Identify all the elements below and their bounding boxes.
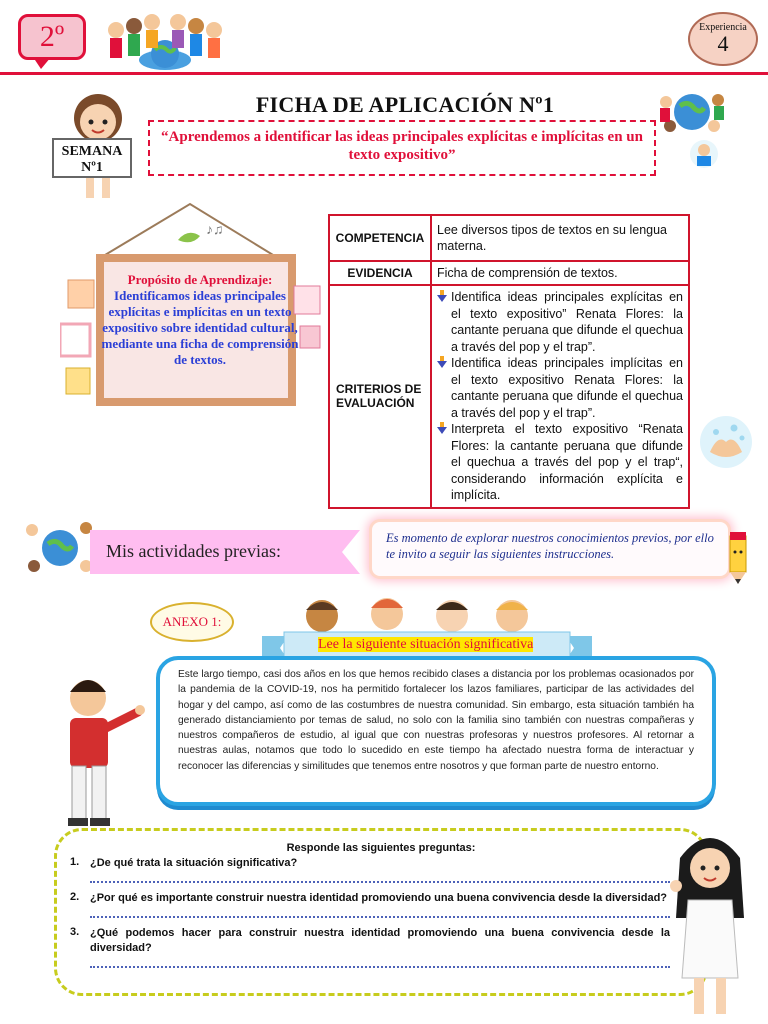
instructions-note: Es momento de explorar nuestros conocimientos previos, por ello te invito a seguir las siguientes instrucciones.: [372, 522, 728, 576]
purpose-text: Identificamos ideas principales explícitas e implícitas en un texto expositivo sobre identidad cultural, mediante una ficha de comprensión de textos.: [101, 288, 299, 367]
week-label: SEMANA: [61, 144, 123, 159]
question-text: ¿De qué trata la situación significativa?: [90, 857, 298, 869]
questions-heading: Responde las siguientes preguntas:: [286, 842, 476, 854]
list-item: [437, 355, 683, 421]
table-row: [329, 285, 689, 508]
week-number: Nº1: [81, 160, 103, 175]
criterion-text: Identifica ideas principales implícitas en el texto expositivo Renata Flores: la cantante peruana que difunde el quechua a través del pop y el trap”.: [451, 356, 683, 420]
question-number: 3.: [70, 926, 80, 938]
arrow-bullet-icon: [437, 356, 447, 368]
answer-line[interactable]: [90, 871, 670, 883]
question-item: [70, 926, 670, 956]
arrow-bullet-icon: [437, 422, 447, 434]
activities-title: Mis actividades previas:: [106, 541, 281, 561]
learning-purpose: [100, 272, 300, 368]
anexo-badge: ANEXO 1:: [150, 602, 234, 642]
question-text: ¿Por qué es importante construir nuestra identidad promoviendo una buena convivencia desde la diversidad?: [90, 892, 668, 904]
question-number: 1.: [70, 856, 80, 868]
question-number: 2.: [70, 891, 80, 903]
globe-kids-icon: [652, 82, 738, 172]
criteria-list: [437, 289, 683, 504]
experience-number: 4: [717, 31, 729, 56]
kids-illustration: [100, 8, 230, 70]
instruction-text: Lee la siguiente situación significativa: [318, 637, 534, 652]
question-item: [70, 856, 670, 871]
header-divider: [0, 72, 768, 75]
evidencia-label: EVIDENCIA: [329, 261, 431, 285]
table-row: [329, 215, 689, 261]
criterios-cell: [431, 285, 689, 508]
reading-instruction: [318, 637, 533, 653]
hands-washing-icon: [698, 414, 754, 470]
table-row: [329, 261, 689, 285]
competencia-value: Lee diversos tipos de textos en su lengua materna.: [431, 215, 689, 261]
competencia-label: COMPETENCIA: [329, 215, 431, 261]
arrow-bullet-icon: [437, 290, 447, 302]
answer-line[interactable]: [90, 906, 670, 918]
question-item: [70, 891, 670, 906]
grade-label: 2º: [39, 20, 65, 53]
evaluation-table: [328, 214, 690, 509]
criterios-label: CRITERIOS DE EVALUACIÓN: [329, 285, 431, 508]
page-subtitle: “Aprendemos a identificar las ideas principales explícitas e implícitas en un texto expositivo”: [148, 120, 656, 176]
svg-text:♪♫: ♪♫: [206, 223, 224, 238]
criterion-text: Identifica ideas principales explícitas en el texto expositivo” Renata Flores: la cantante peruana que difunde el quechua a través del pop y el trap”.: [451, 290, 683, 354]
week-sign: [52, 138, 132, 178]
boy-pointing-icon: [54, 672, 150, 832]
answer-line[interactable]: [90, 956, 670, 968]
story-text: Este largo tiempo, casi dos años en los que hemos recibido clases a distancia por los problemas ocasionados por la pandemia de la COVID-19, nos ha permitido fortalecer los lazos familiares, participar de las actividades del hogar y del campo, así como de las costumbres de nuestra comunidad. Sin embargo, esta situación también ha generado distanciamiento por temas de salud, no solo con la familia sino también con nuestras compañeras y nuestros compañeros de estudio, al igual que con nuestras profesoras y nuestros profesores. Al retornar a nuestras aulas, notamos que todo lo sucedido en este tiempo ha afectado nuestra forma de interactuar y reconocer las diferencias y similitudes que tenemos entre nosotros y que forman parte de nuestro entorno.: [156, 656, 716, 806]
page-title: FICHA DE APLICACIÓN Nº1: [255, 92, 555, 117]
grade-badge: [18, 14, 86, 60]
criterion-text: Interpreta el texto expositivo “Renata Flores: la cantante peruana que difunde el quechua a través del pop y el trap“, considerando información explícita e implícita.: [451, 422, 683, 502]
girl-teacher-icon: [666, 828, 752, 1018]
experience-badge: [688, 12, 758, 66]
question-text: ¿Qué podemos hacer para construir nuestra identidad promoviendo una buena convivencia desde la diversidad?: [90, 927, 670, 954]
experience-label: Experiencia: [699, 22, 747, 33]
list-item: [437, 421, 683, 504]
questions-list: [70, 856, 670, 976]
globe-kids-icon: [20, 516, 100, 580]
purpose-label: Propósito de Aprendizaje:: [127, 272, 273, 287]
list-item: [437, 289, 683, 355]
pencil-icon: [720, 530, 756, 586]
evidencia-value: Ficha de comprensión de textos.: [431, 261, 689, 285]
